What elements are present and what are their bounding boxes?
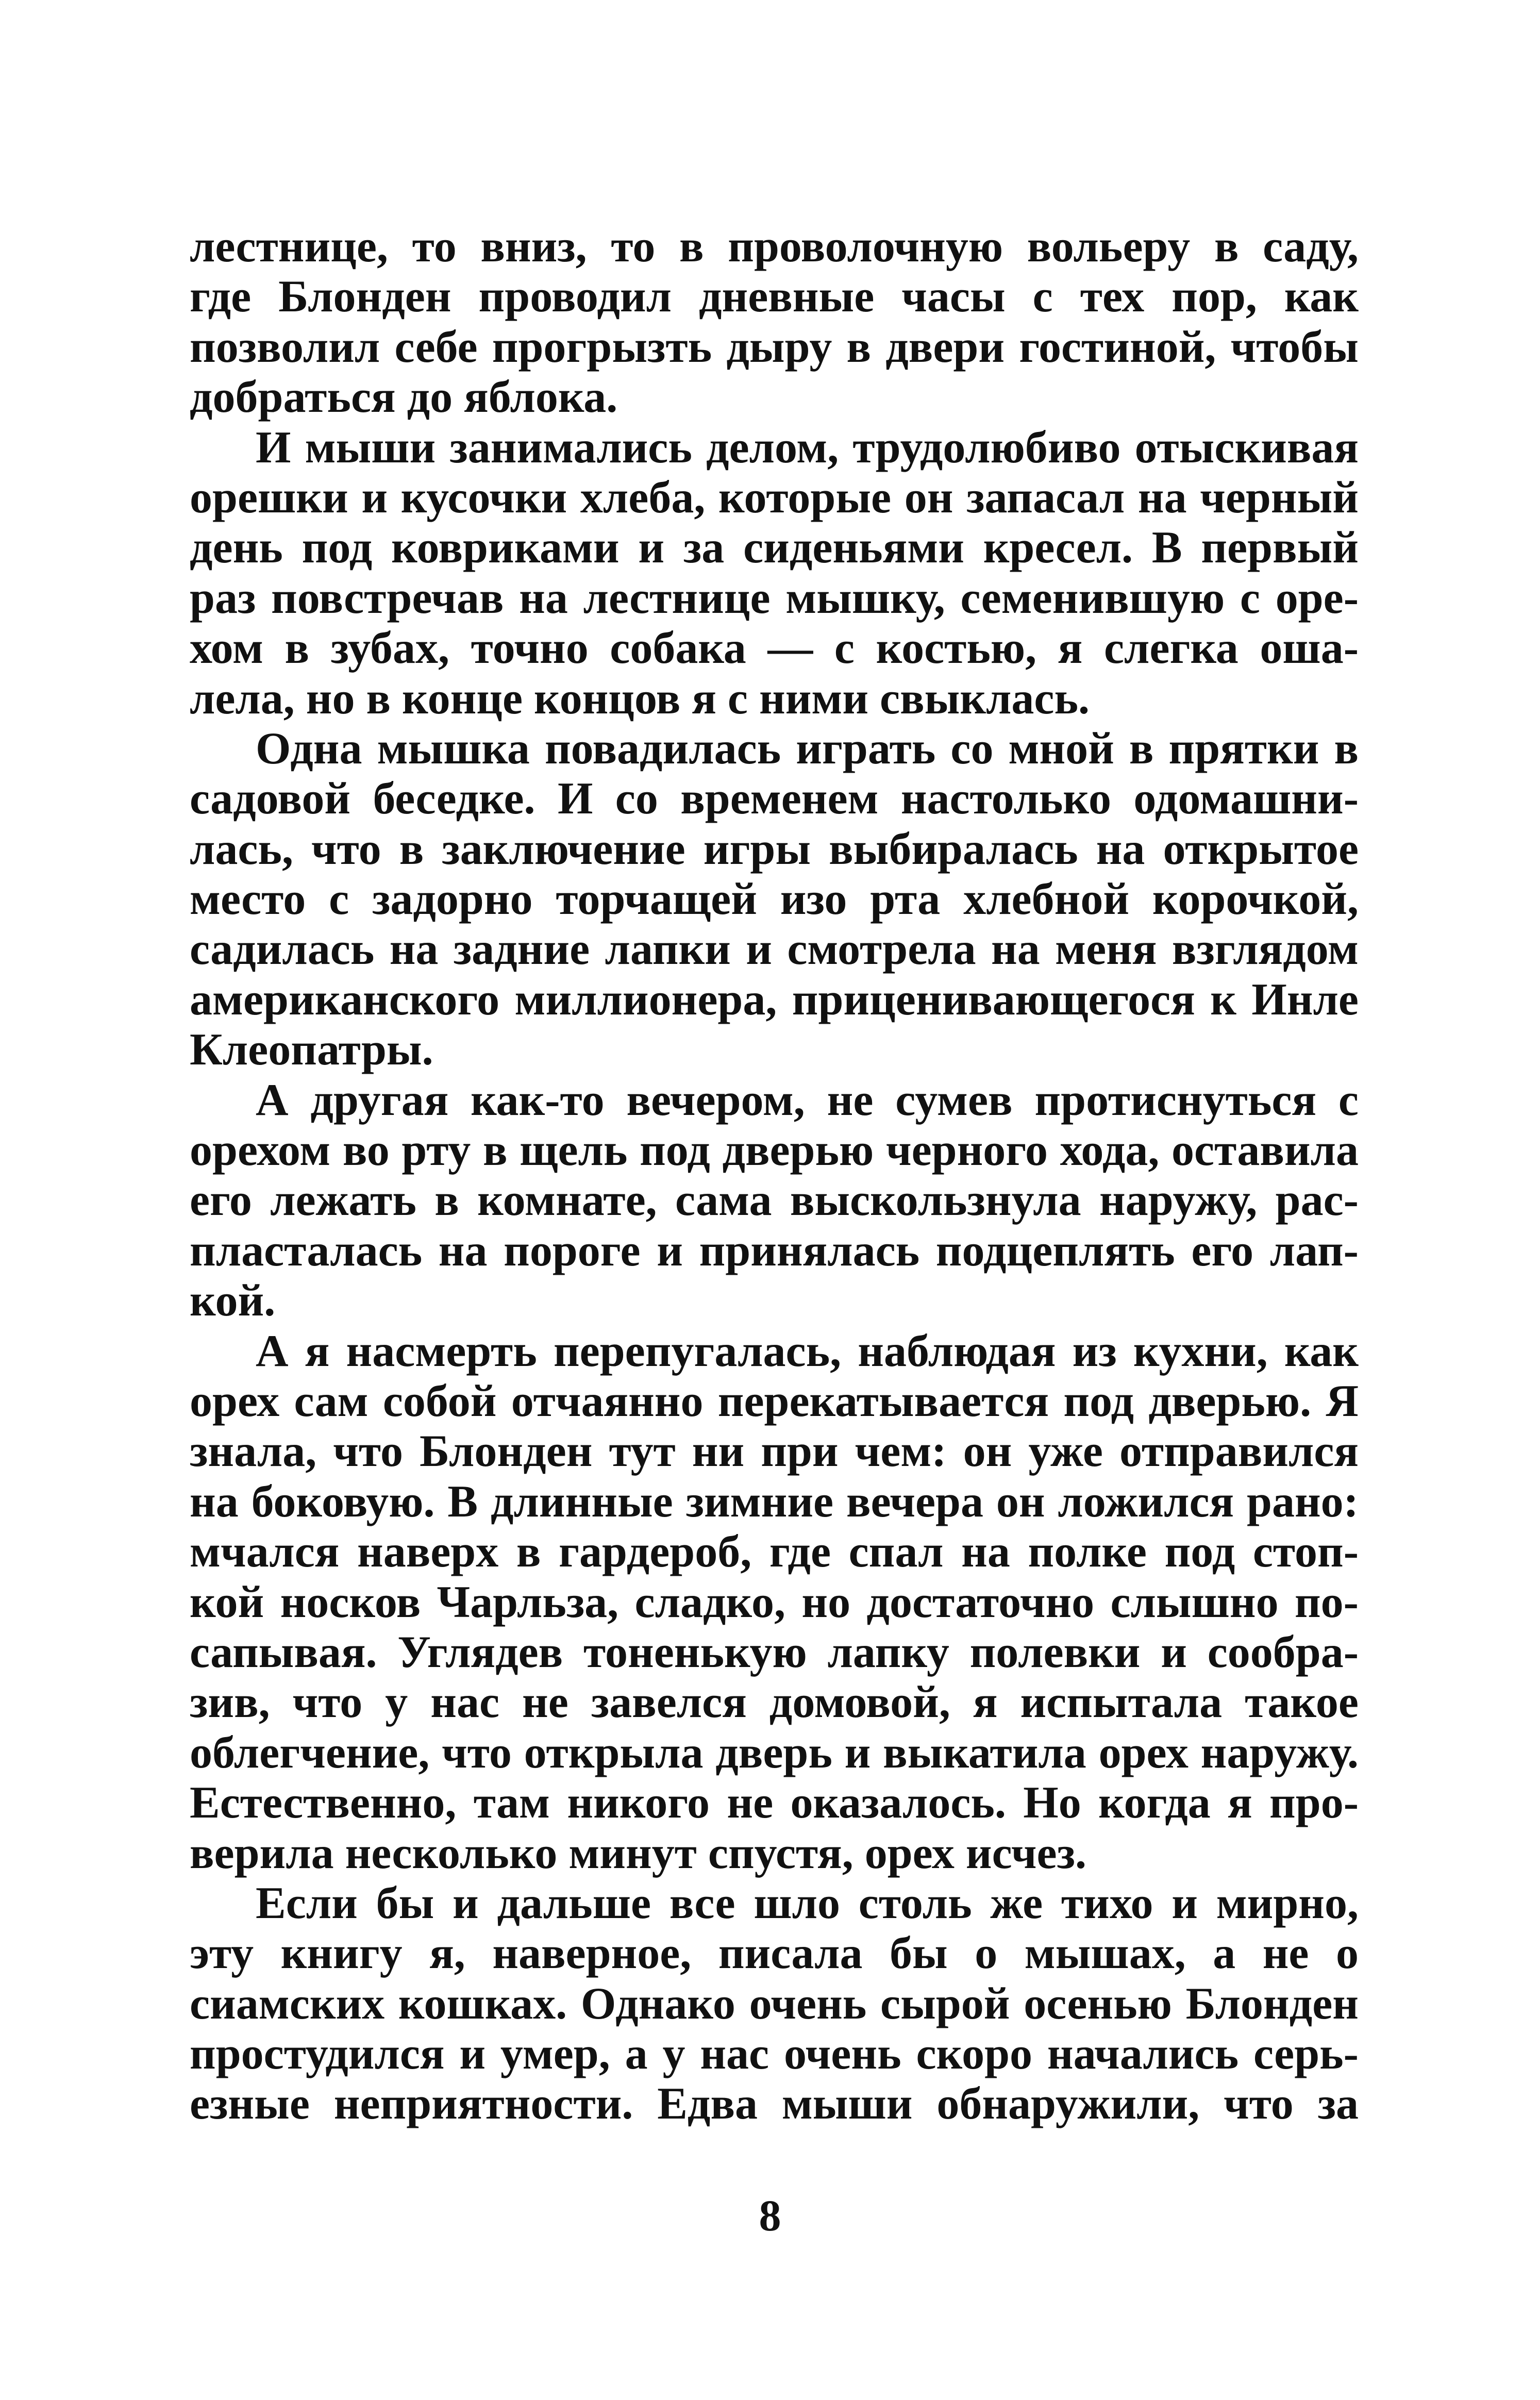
text-line: позволил себе прогрызть дыру в двери гостиной, чтобы [190,322,1359,372]
body-text [190,222,1359,2129]
text-line: где Блонден проводил дневные часы с тех пор, как [190,272,1359,322]
text-line: американского миллионера, приценивающегося к Инле [190,974,1359,1025]
text-line: садовой беседке. И со временем настолько одомашни- [190,774,1359,824]
text-line: орех сам собой отчаянно перекатывается под дверью. Я [190,1376,1359,1426]
text-line: пласталась на пороге и принялась подцеплять его лап- [190,1225,1359,1276]
text-line: место с задорно торчащей изо рта хлебной корочкой, [190,874,1359,925]
text-line: кой носков Чарльза, сладко, но достаточно слышно по- [190,1577,1359,1627]
text-line: кой. [190,1276,276,1326]
text-line: раз повстречав на лестнице мышку, семенившую с оре- [190,573,1359,623]
text-line: орехом во рту в щель под дверью черного хода, оставила [190,1125,1359,1176]
text-line: А другая как-то вечером, не сумев протиснуться с [256,1075,1359,1125]
text-line: А я насмерть перепугалась, наблюдая из кухни, как [256,1326,1359,1376]
text-line: Клеопатры. [190,1025,433,1075]
page-number: 8 [759,2191,781,2240]
text-line: орешки и кусочки хлеба, которые он запасал на черный [190,472,1359,523]
text-line: лестнице, то вниз, то в проволочную вольеру в саду, [190,222,1359,272]
text-line: день под ковриками и за сиденьями кресел. В первый [190,523,1359,573]
text-line: его лежать в комнате, сама выскользнула наружу, рас- [190,1175,1359,1226]
text-line: езные неприятности. Едва мыши обнаружили, что за [190,2079,1359,2129]
text-line: на боковую. В длинные зимние вечера он ложился рано: [190,1476,1359,1527]
text-line: эту книгу я, наверное, писала бы о мышах, а не о [190,1928,1359,1979]
text-line: зив, что у нас не завелся домовой, я испытала такое [190,1677,1359,1728]
text-line: сиамских кошках. Однако очень сырой осенью Блонден [190,1978,1359,2029]
text-line: Если бы и дальше все шло столь же тихо и мирно, [256,1878,1359,1928]
text-line: верила несколько минут спустя, орех исчез. [190,1828,1086,1878]
text-line: сапывая. Углядев тоненькую лапку полевки и сообра- [190,1627,1359,1677]
text-line: простудился и умер, а у нас очень скоро начались серь- [190,2029,1359,2079]
text-line: мчался наверх в гардероб, где спал на полке под стоп- [190,1527,1359,1577]
text-line: Естественно, там никого не оказалось. Но когда я про- [190,1778,1359,1828]
text-line: лела, но в конце концов я с ними свыклась. [190,673,1090,724]
text-line: знала, что Блонден тут ни при чем: он уже отправился [190,1426,1359,1477]
text-line: И мыши занимались делом, трудолюбиво отыскивая [256,422,1359,473]
text-line: Одна мышка повадилась играть со мной в прятки в [256,723,1359,774]
text-line: хом в зубах, точно собака — с костью, я слегка оша- [190,623,1359,674]
text-line: облегчение, что открыла дверь и выкатила орех наружу. [190,1727,1359,1778]
text-line: садилась на задние лапки и смотрела на меня взглядом [190,924,1359,975]
text-line: лась, что в заключение игры выбиралась на открытое [190,824,1359,874]
text-line: добраться до яблока. [190,372,618,423]
